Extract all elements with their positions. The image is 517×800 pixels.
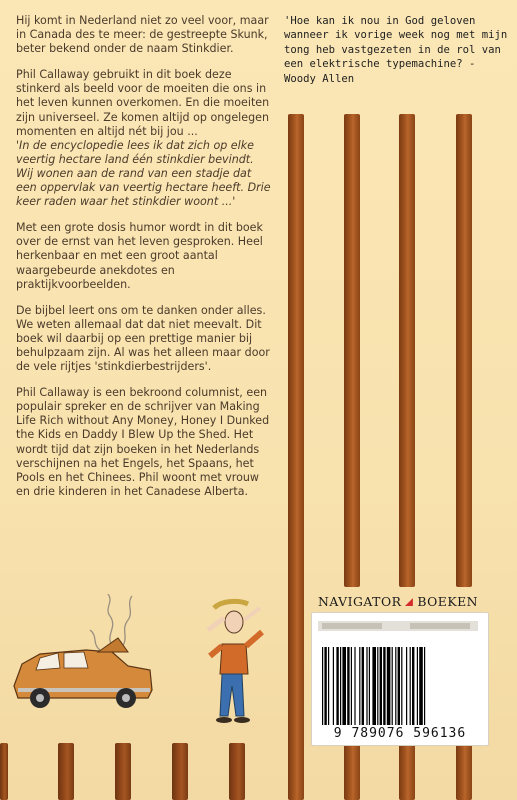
- blurb-column: [16, 14, 274, 511]
- fence-post-short: [229, 743, 245, 800]
- barcode-bar: [412, 647, 414, 725]
- barcode-bar: [333, 647, 334, 725]
- fence-post-short: [0, 743, 8, 800]
- barcode-bar: [336, 647, 338, 725]
- blurb-paragraph-1: Hij komt in Nederland niet zo veel voor, maar in Canada des te meer: de gestreepte Skunk, beter bekend onder de naam Stinkdier.: [16, 14, 269, 56]
- barcode-bar: [359, 647, 360, 725]
- barcode-bar: [387, 647, 391, 725]
- barcode-bar: [383, 647, 385, 725]
- smoke-icon: [90, 594, 132, 650]
- barcode-bar: [424, 647, 425, 725]
- barcode-bar: [322, 647, 323, 725]
- barcode-bar: [347, 647, 349, 725]
- fence-post: [344, 742, 360, 800]
- barcode-bar: [351, 647, 352, 725]
- barcode-bar: [342, 647, 346, 725]
- barcode-bar: [398, 647, 400, 725]
- publisher-logo: [318, 594, 478, 609]
- blurb-paragraph-4: De bijbel leert ons om te danken onder alles. We weten allemaal dat dat niet meevalt. Dit boek wil daarbij op een prettige manier bij behulpzaam zijn. Al was het alleen maar door de vele rijtjes 'stinkdierbestrijders'.: [16, 303, 270, 374]
- car-icon: [14, 638, 152, 708]
- barcode-bar: [377, 647, 378, 725]
- barcode-bar: [354, 647, 355, 725]
- encyclopedia-quote: 'In de encyclopedie lees ik dat zich op elke veertig hectare land één stinkdier bevindt. Wij wonen aan de rand van een stadje dat een oppervlak van veertig hectare heeft. Drie keer raden waar het stinkdier woont ...': [16, 138, 271, 209]
- fence-post: [456, 742, 472, 800]
- blurb-paragraph-2: [16, 68, 274, 209]
- barcode-bar: [328, 647, 329, 725]
- barcode-bar: [410, 647, 411, 725]
- barcode-bar: [395, 647, 396, 725]
- blurb-paragraph-2-intro: Phil Callaway gebruikt in dit boek deze stinkerd als beeld voor de moeiten die ons in het leven kunnen overkomen. En die moeiten zijn universeel. Ze komen altijd op ongelegen momenten en altijd nét bij jou ...: [16, 68, 270, 138]
- barcode-bar: [340, 647, 341, 725]
- barcode-bar: [392, 647, 393, 725]
- man-icon: [208, 601, 262, 723]
- barcode-icon: [322, 647, 478, 725]
- fence-post: [399, 114, 415, 587]
- fence-post-short: [115, 743, 131, 800]
- isbn-number: 9 789076 596136: [333, 726, 467, 741]
- publisher-name-left: NAVIGATOR: [318, 594, 402, 609]
- publisher-triangle-icon: [405, 596, 413, 608]
- barcode-bar: [419, 647, 423, 725]
- fence-post: [399, 742, 415, 800]
- woody-allen-quote: 'Hoe kan ik nou in God geloven wanneer ik vorige week nog met mijn tong heb vastgezeten in de rol van een elektrische typemachine? - Woody Allen: [284, 15, 508, 85]
- barcode-bar: [362, 647, 364, 725]
- blurb-paragraph-3: Met een grote dosis humor wordt in dit boek over de ernst van het leven gesproken. Heel herkenbaar en met een groot aantal waargebeurde anekdotes en praktijkvoorbeelden.: [16, 221, 263, 291]
- barcode-bar: [417, 647, 418, 725]
- barcode-bar: [406, 647, 407, 725]
- barcode-bar: [366, 647, 367, 725]
- barcode-sticker: [311, 612, 489, 746]
- barcode-bar: [380, 647, 382, 725]
- fence-post: [456, 114, 472, 587]
- barcode-bar: [369, 647, 370, 725]
- publisher-name-right: BOEKEN: [417, 594, 478, 609]
- barcode-bar: [324, 647, 326, 725]
- price-sticker-blurred-icon: [318, 619, 478, 635]
- barcode-bar: [372, 647, 376, 725]
- fence-post: [344, 114, 360, 587]
- car-and-man-illustration: [0, 594, 300, 744]
- barcode-bar: [401, 647, 402, 725]
- fence-post-short: [58, 743, 74, 800]
- author-bio: Phil Callaway is een bekroond columnist, een populair spreker en de schrijver van Making Life Rich without Any Money, Honey I Dunked the Kids en Daddy I Blew Up the Shed. Het wordt tijd dat zijn boeken in het Nederlands verschijnen na het Engels, het Spaans, het Pools en het Chinees. Phil woont met vrouw en drie kinderen in het Canadese Alberta.: [16, 386, 270, 498]
- fence-post-short: [172, 743, 188, 800]
